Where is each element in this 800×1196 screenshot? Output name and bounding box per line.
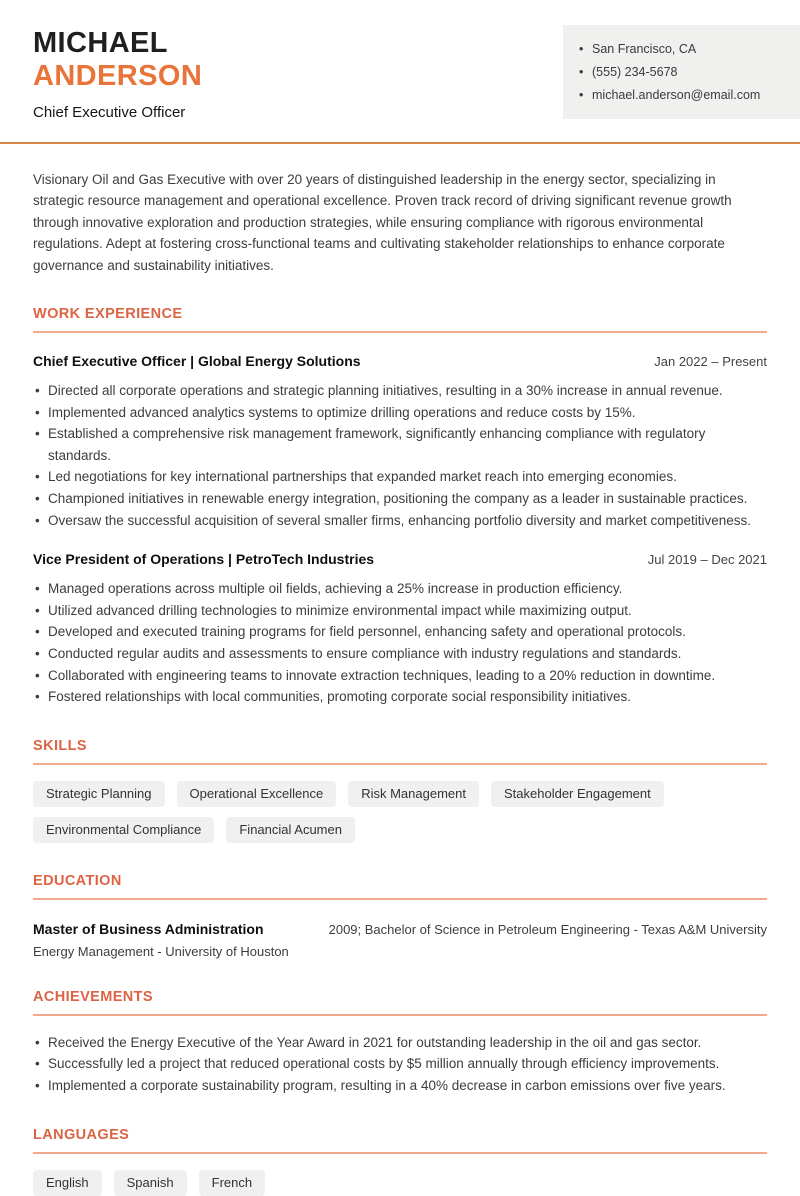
achievements-bullet-list: [33, 1032, 767, 1097]
section-heading-education: EDUCATION: [33, 873, 767, 900]
resume-body: [0, 169, 800, 1196]
summary-paragraph: Visionary Oil and Gas Executive with over 20 years of distinguished leadership in the energy sector, specializing in strategic resource management and operational excellence. Proven track record of driving significant revenue growth through innovative exploration and production strategies, while ensuring compliance with rigorous environmental regulations. Adept at fostering cross-functional teams and cultivating stakeholder relationships to enhance corporate governance and sustainability initiatives.: [33, 171, 732, 273]
job-title: Chief Executive Officer | Global Energy Solutions: [33, 353, 361, 370]
job-entry: [33, 551, 767, 708]
skill-pill: Environmental Compliance: [33, 817, 214, 843]
education-detail: Energy Management - University of Houston: [33, 943, 289, 959]
last-name: ANDERSON: [33, 59, 203, 92]
job-header: [33, 551, 767, 567]
skill-pill: Operational Excellence: [177, 781, 337, 807]
skills-pill-row: [33, 781, 767, 843]
achievement-bullet: • Implemented a corporate sustainability program, resulting in a 40% decrease in carbon emissions over five years.: [33, 1075, 767, 1097]
section-heading-skills: SKILLS: [33, 738, 767, 765]
job-bullet: • Oversaw the successful acquisition of several smaller firms, enhancing portfolio diversity and market competitiveness.: [33, 510, 767, 532]
education-degree: Master of Business Administration: [33, 920, 264, 937]
resume-header: [0, 0, 800, 121]
job-bullet: • Established a comprehensive risk management framework, significantly enhancing compliance with regulatory standards.: [33, 423, 767, 466]
header-divider: [0, 142, 800, 144]
contact-location: • San Francisco, CA: [579, 38, 784, 61]
job-bullet: • Developed and executed training programs for field personnel, enhancing safety and operational protocols.: [33, 621, 767, 643]
education-left: [33, 921, 289, 959]
skill-pill: Stakeholder Engagement: [491, 781, 664, 807]
job-bullet: • Collaborated with engineering teams to innovate extraction techniques, leading to a 20% reduction in downtime.: [33, 665, 767, 687]
skill-pill: Strategic Planning: [33, 781, 165, 807]
education-secondary: 2009; Bachelor of Science in Petroleum Engineering - Texas A&M University: [328, 921, 767, 937]
skill-pill: Risk Management: [348, 781, 479, 807]
job-bullet-list: [33, 578, 767, 708]
job-title: Vice President of Operations | PetroTech Industries: [33, 551, 375, 568]
job-bullet-list: [33, 380, 767, 531]
job-bullet: • Managed operations across multiple oil fields, achieving a 25% increase in production efficiency.: [33, 578, 767, 600]
section-heading-languages: LANGUAGES: [33, 1127, 767, 1154]
job-bullet: • Directed all corporate operations and strategic planning initiatives, resulting in a 30% increase in annual revenue.: [33, 380, 767, 402]
contact-phone: • (555) 234-5678: [579, 61, 784, 84]
language-pill: Spanish: [114, 1170, 187, 1196]
contact-box: [563, 25, 800, 119]
section-heading-work-experience: WORK EXPERIENCE: [33, 306, 767, 333]
job-dates: Jan 2022 – Present: [654, 354, 767, 370]
contact-email: • michael.anderson@email.com: [579, 84, 784, 107]
job-bullet: • Fostered relationships with local communities, promoting corporate social responsibility initiatives.: [33, 686, 767, 708]
language-pill: French: [199, 1170, 265, 1196]
achievement-bullet: • Successfully led a project that reduced operational costs by $5 million annually through efficiency improvements.: [33, 1053, 767, 1075]
job-bullet: • Conducted regular audits and assessments to ensure compliance with industry regulations and standards.: [33, 643, 767, 665]
skill-pill: Financial Acumen: [226, 817, 355, 843]
language-pill: English: [33, 1170, 102, 1196]
section-heading-achievements: ACHIEVEMENTS: [33, 989, 767, 1016]
job-bullet: • Utilized advanced drilling technologies to minimize environmental impact while maximizing output.: [33, 600, 767, 622]
job-dates: Jul 2019 – Dec 2021: [647, 552, 767, 568]
job-bullet: • Led negotiations for key international partnerships that expanded market reach into emerging economies.: [33, 466, 767, 488]
job-header: [33, 353, 767, 369]
achievement-bullet: • Received the Energy Executive of the Year Award in 2021 for outstanding leadership in the oil and gas sector.: [33, 1032, 767, 1054]
languages-pill-row: [33, 1170, 767, 1196]
first-name: MICHAEL: [33, 27, 168, 59]
job-entry: [33, 353, 767, 531]
achievements-section: [33, 989, 767, 1097]
education-entry: [33, 921, 767, 959]
job-bullet: • Championed initiatives in renewable energy integration, positioning the company as a leader in sustainable practices.: [33, 488, 767, 510]
candidate-headline: Chief Executive Officer: [33, 103, 186, 121]
job-bullet: • Implemented advanced analytics systems to optimize drilling operations and reduce costs by 15%.: [33, 402, 767, 424]
